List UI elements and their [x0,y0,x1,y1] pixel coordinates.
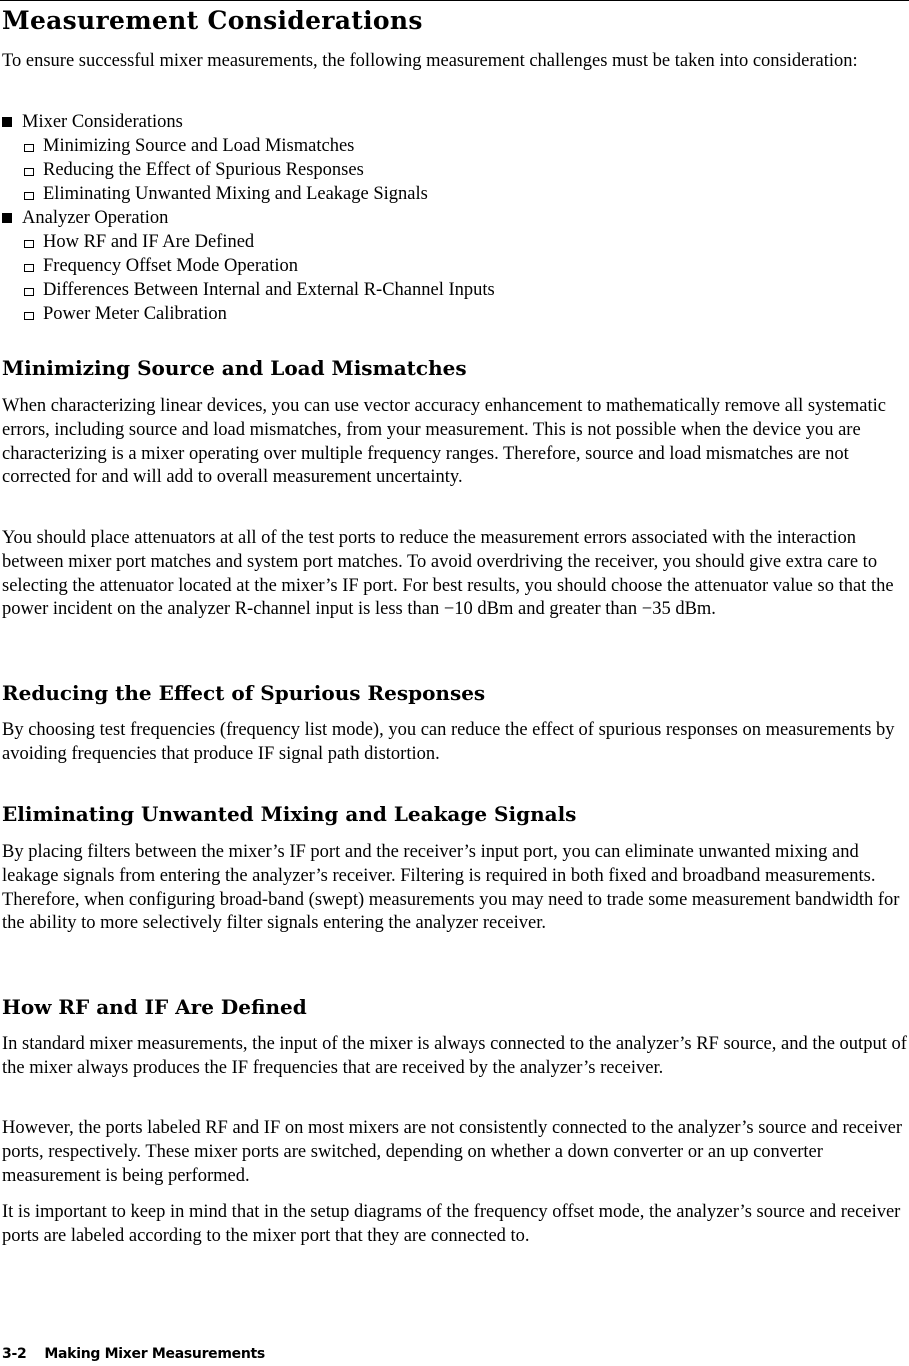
list-item: Power Meter Calibration [2,302,495,326]
open-square-bullet-icon [24,240,34,248]
list-item: Frequency Offset Mode Operation [2,254,495,278]
page-title: Measurement Considerations [2,6,423,35]
open-square-bullet-icon [24,288,34,296]
open-square-bullet-icon [24,144,34,152]
section-paragraph: By placing filters between the mixer’s IF port and the receiver’s input port, you can eliminate unwanted mixing and leakage signals from entering the analyzer’s receiver. Filtering is required in both fixed and broadband measurements. Therefore, when configuring broad-band (swept) measurements you may need to trade some measurement bandwidth for the ability to more selectively filter signals entering the analyzer receiver. [2,842,900,934]
list-item: Reducing the Effect of Spurious Responses [2,158,495,182]
top-rule [0,0,909,1]
chapter-title: Making Mixer Measurements [44,1346,265,1362]
section-paragraph: By choosing test frequencies (frequency list mode), you can reduce the effect of spurious responses on measurements by avoiding frequencies that produce IF signal path distortion. [2,720,895,764]
section-heading-unwanted-mixing: Eliminating Unwanted Mixing and Leakage Signals [2,802,577,826]
list-item: How RF and IF Are Defined [2,230,495,254]
section-heading-spurious-responses: Reducing the Effect of Spurious Responses [2,681,486,705]
list-item: Minimizing Source and Load Mismatches [2,134,495,158]
section-paragraph: In standard mixer measurements, the input of the mixer is always connected to the analyzer’s RF source, and the output of the mixer always produces the IF frequencies that are received by the analyzer’s receiver. [2,1034,907,1078]
open-square-bullet-icon [24,168,34,176]
open-square-bullet-icon [24,192,34,200]
section-paragraph: When characterizing linear devices, you can use vector accuracy enhancement to mathematically remove all systematic errors, including source and load mismatches, from your measurement. This is not possible when the device you are characterizing is a mixer operating over multiple frequency ranges. Therefore, source and load mismatches are not corrected for and will add to overall measurement uncertainty. [2,396,886,488]
filled-square-bullet-icon [2,117,12,127]
section-paragraph: It is important to keep in mind that in the setup diagrams of the frequency offset mode, the analyzer’s source and receiver ports are labeled according to the mixer port that they are connected to. [2,1202,901,1246]
page-footer [2,1346,265,1362]
list-item: Eliminating Unwanted Mixing and Leakage Signals [2,182,495,206]
intro-paragraph: To ensure successful mixer measurements, the following measurement challenges must be taken into consideration: [2,51,858,71]
list-item: Analyzer Operation [2,206,495,230]
considerations-list [2,110,495,326]
section-heading-rf-if-defined: How RF and IF Are Defined [2,995,307,1019]
section-paragraph: You should place attenuators at all of the test ports to reduce the measurement errors associated with the interaction between mixer port matches and system port matches. To avoid overdriving the receiver, you should give extra care to selecting the attenuator located at the mixer’s IF port. For best results, you should choose the attenuator value so that the power incident on the analyzer R-channel input is less than −10 dBm and greater than −35 dBm. [2,528,894,620]
section-heading-source-load-mismatches: Minimizing Source and Load Mismatches [2,356,467,380]
list-item: Differences Between Internal and External R-Channel Inputs [2,278,495,302]
open-square-bullet-icon [24,312,34,320]
open-square-bullet-icon [24,264,34,272]
section-paragraph: However, the ports labeled RF and IF on most mixers are not consistently connected to the analyzer’s source and receiver ports, respectively. These mixer ports are switched, depending on whether a down converter or an up converter measurement is being performed. [2,1118,902,1186]
filled-square-bullet-icon [2,213,12,223]
page-number: 3-2 [2,1346,27,1362]
list-item: Mixer Considerations [2,110,495,134]
